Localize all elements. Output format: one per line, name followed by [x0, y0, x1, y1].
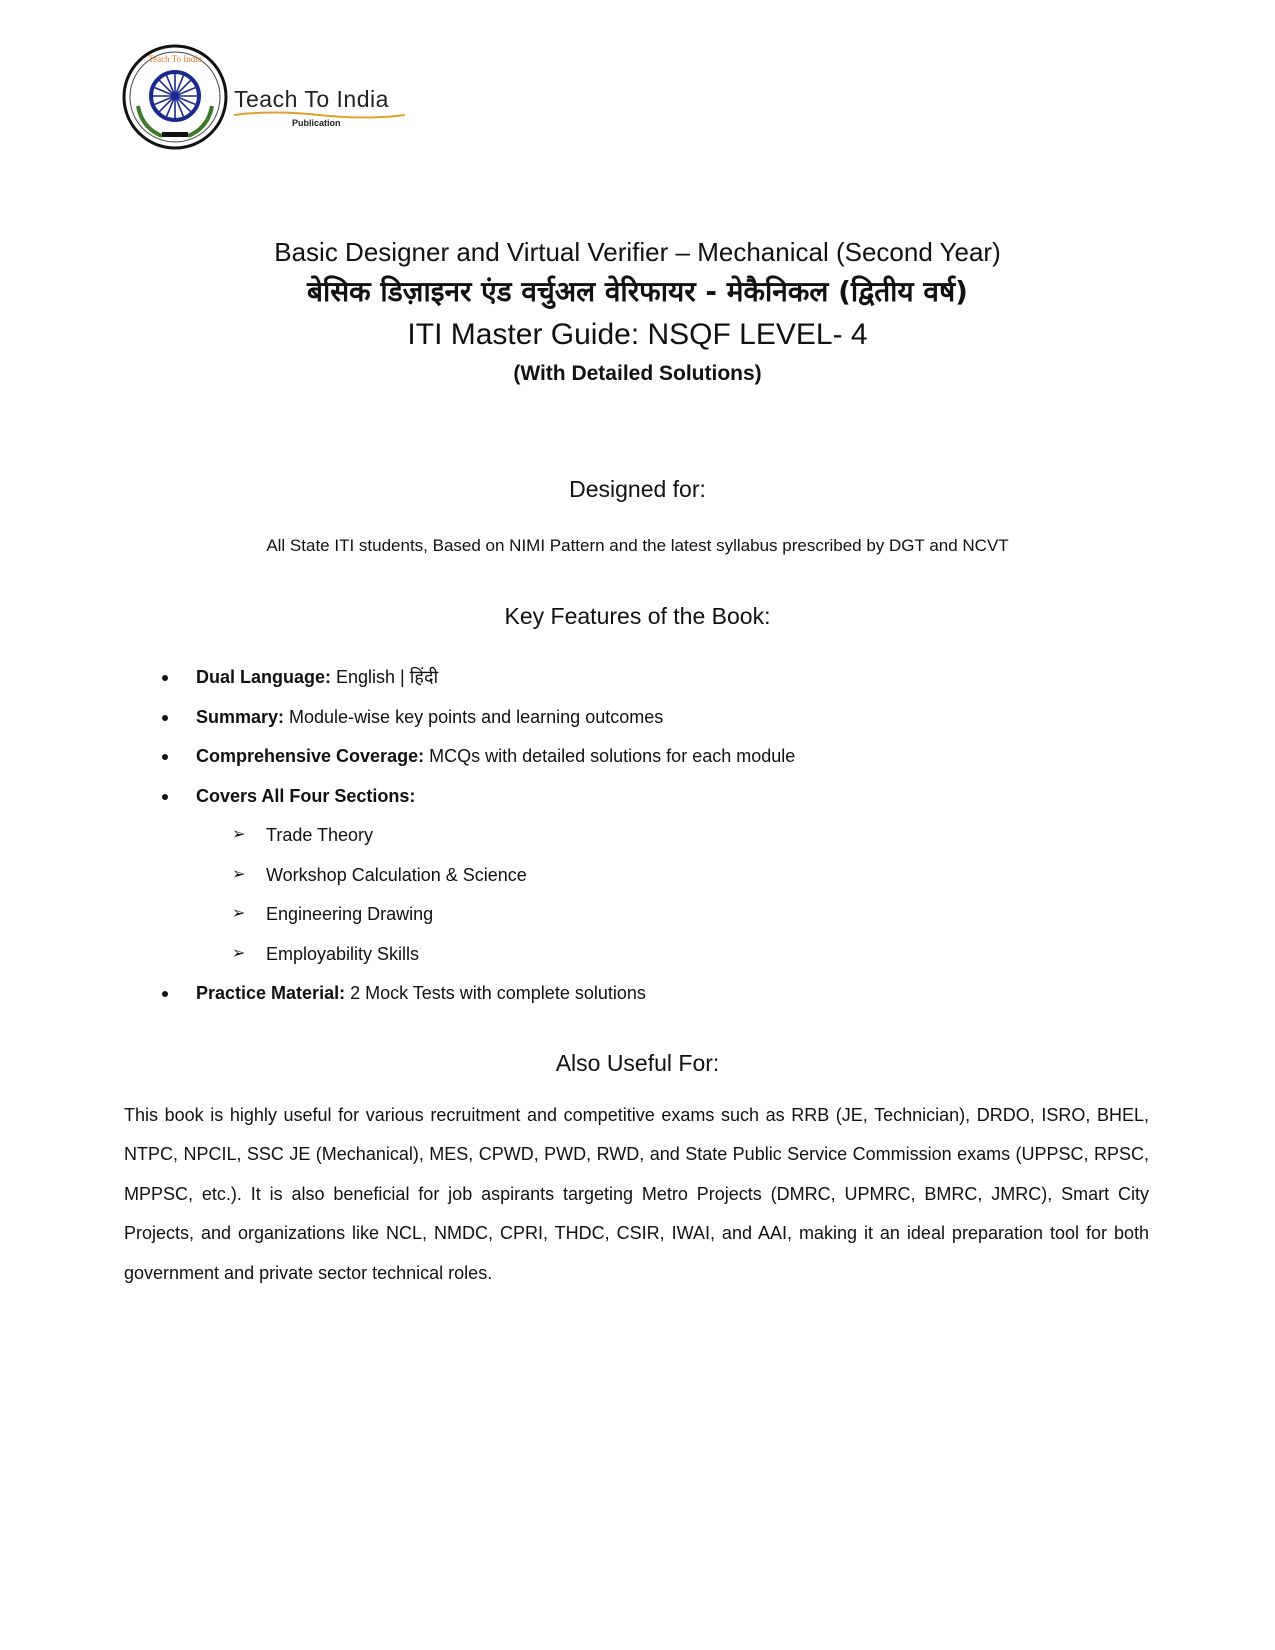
section-item: ➢ Engineering Drawing: [160, 901, 795, 941]
arrow-bullet-icon: ➢: [232, 865, 246, 883]
section-item: ➢ Trade Theory: [160, 822, 795, 862]
publisher-logo: [122, 44, 422, 152]
arrow-bullet-icon: ➢: [232, 826, 246, 843]
designed-for-text: All State ITI students, Based on NIMI Pattern and the latest syllabus prescribed by DGT and NCVT: [266, 536, 1009, 555]
section-item: ➢ Employability Skills: [160, 941, 795, 981]
features-list: [160, 664, 795, 1020]
title-subtitle: (With Detailed Solutions): [513, 362, 762, 385]
designed-for-heading: Designed for:: [569, 476, 706, 502]
features-heading: Key Features of the Book:: [504, 603, 771, 629]
title-hindi: बेसिक डिज़ाइनर एंड वर्चुअल वेरिफायर - मेकैनिकल (द्वितीय वर्ष): [307, 275, 968, 308]
title-english: Basic Designer and Virtual Verifier – Mechanical (Second Year): [274, 237, 1001, 267]
list-item: Practice Material: 2 Mock Tests with complete solutions: [160, 980, 795, 1020]
arrow-bullet-icon: ➢: [232, 944, 246, 962]
also-useful-text: This book is highly useful for various recruitment and competitive exams such as RRB (JE, Technician), DRDO, ISRO, BHEL, NTPC, NPCIL, SSC JE (Mechanical), MES, CPWD, PWD, RWD, and State Public Service Commission exams (UPPSC, RPSC, MPPSC, etc.). It is also beneficial for job aspirants targeting Metro Projects (DMRC, UPMRC, BMRC, JMRC), Smart City Projects, and organizations like NCL, NMDC, CPRI, THDC, CSIR, IWAI, and AAI, making it an ideal preparation tool for both government and private sector technical roles.: [124, 1105, 1149, 1283]
svg-text:Teach To India: Teach To India: [148, 54, 202, 64]
brand-tagline: Publication: [292, 118, 341, 128]
list-item: Summary: Module-wise key points and learning outcomes: [160, 704, 795, 744]
list-item: Dual Language: English | हिंदी: [160, 664, 795, 704]
brand-name: Teach To India: [234, 86, 389, 112]
book-title-block: [0, 232, 1275, 390]
list-item: Comprehensive Coverage: MCQs with detailed solutions for each module: [160, 743, 795, 783]
seal-emblem-icon: [122, 44, 228, 150]
section-item: ➢ Workshop Calculation & Science: [160, 862, 795, 902]
arrow-bullet-icon: ➢: [232, 905, 246, 922]
list-item: Covers All Four Sections:: [160, 783, 795, 823]
title-guide: ITI Master Guide: NSQF LEVEL- 4: [407, 318, 868, 351]
also-useful-heading: Also Useful For:: [555, 1050, 720, 1076]
